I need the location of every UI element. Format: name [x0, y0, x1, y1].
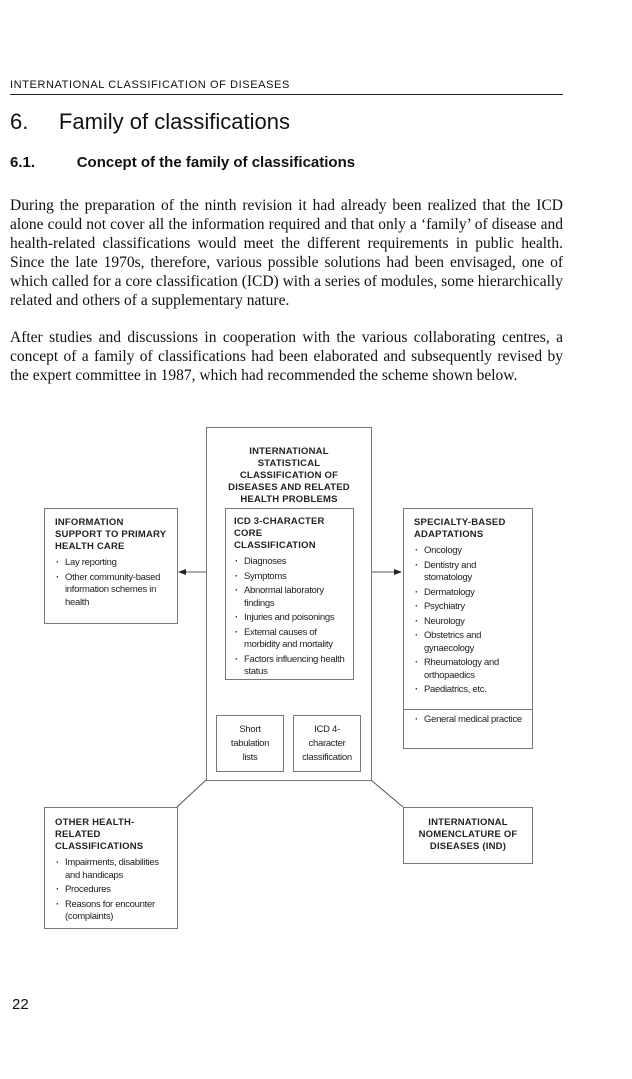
list-item: · Injuries and poisonings — [234, 612, 345, 625]
short-tabulation-box: Short tabulation lists — [216, 715, 284, 772]
bottom-left-title: OTHER HEALTH-RELATED CLASSIFICATIONS — [55, 817, 144, 852]
list-item: · Oncology — [414, 545, 522, 558]
list-item: · Paediatrics, etc. — [414, 684, 522, 697]
list-item: · Factors influencing health status — [234, 654, 345, 679]
paragraph: During the preparation of the ninth revision it had already been realized that the ICD alone could not cover all the information required and that only a ‘family’ of disease and health-related classifications would meet the different requirements in public health. Since the late 1970s, therefore, various possible solutions had been envisaged, one of which called for a core classification (ICD) with a series of modules, some hierarchically related and others of a supplementary nature. — [10, 197, 563, 309]
connector-bottom-left — [177, 780, 206, 807]
subsection-title: 6.1. Concept of the family of classifications — [10, 154, 356, 171]
list-item: · Dermatology — [414, 587, 522, 600]
list-item: · Neurology — [414, 616, 522, 629]
right-title: SPECIALTY-BASED ADAPTATIONS — [414, 517, 506, 540]
list-item: · Obstetrics and gynaecology — [414, 630, 522, 655]
list-item: · Lay reporting — [55, 557, 167, 570]
list-item: · Impairments, disabilities and handicaps — [55, 857, 167, 882]
list-item: · Symptoms — [234, 571, 345, 584]
bottom-right-box — [403, 807, 533, 864]
center-title: INTERNATIONAL STATISTICAL CLASSIFICATION OF DISEASES AND RELATED HEALTH PROBLEMS — [228, 446, 350, 505]
list-item: · Rheumatology and orthopaedics — [414, 657, 522, 682]
right-box-divider — [404, 709, 532, 729]
list-item: · Abnormal laboratory findings — [234, 585, 345, 610]
list-item: · Psychiatry — [414, 601, 522, 614]
list-item: · Other community-based information schemes in health — [55, 572, 167, 610]
list-item: · Procedures — [55, 884, 167, 897]
core-title: ICD 3-CHARACTER CORE CLASSIFICATION — [234, 516, 325, 551]
bottom-left-box — [44, 807, 178, 929]
left-box — [44, 508, 178, 624]
list-item: · Diagnoses — [234, 556, 345, 569]
list-item: · Reasons for encounter (complaints) — [55, 899, 167, 924]
connector-bottom-right — [371, 780, 403, 807]
running-header: INTERNATIONAL CLASSIFICATION OF DISEASES — [10, 79, 290, 91]
right-box — [403, 508, 533, 749]
core-box — [225, 508, 354, 680]
bottom-right-title: INTERNATIONAL NOMENCLATURE OF DISEASES (IND) — [418, 817, 518, 852]
section-title: 6. Family of classifications — [10, 109, 290, 134]
icd4-box: ICD 4-character classification — [293, 715, 361, 772]
list-item: · External causes of morbidity and mortality — [234, 627, 345, 652]
list-item: · General medical practice — [414, 714, 522, 727]
left-title: INFORMATION SUPPORT TO PRIMARY HEALTH CARE — [55, 517, 167, 552]
page-number: 22 — [12, 996, 29, 1013]
paragraph: After studies and discussions in cooperation with the various collaborating centres, a concept of a family of classifications had been elaborated and subsequently revised by the expert committee in 1987, which had recommended the scheme shown below. — [10, 329, 563, 384]
list-item: · Dentistry and stomatology — [414, 560, 522, 585]
